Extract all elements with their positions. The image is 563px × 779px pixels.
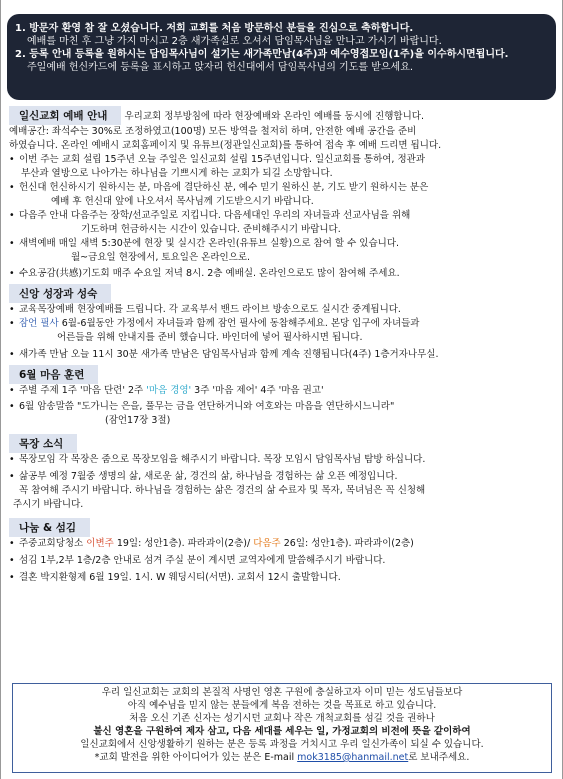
list-item: • 새벽예배 매일 새벽 5:30분에 현장 및 실시간 온라인(유튜브 실황)으로 참여 할 수 있습니다. — [9, 238, 400, 249]
worship-intro: 우리교회 정부방침에 따라 현장예배와 온라인 예배를 동시에 진행합니다. — [121, 111, 424, 122]
bullet-icon: • — [9, 471, 15, 482]
list-item: • 6월 암송말씀 "도가니는 은을, 풀무는 금을 연단하거니와 여호와는 마음을 연단하시느니라" — [9, 401, 395, 412]
list-item-cont: 예배 후 헌신대 앞에 나오셔서 목사님께 기도받으시기 바랍니다. — [51, 196, 314, 207]
cleaning-name-this-week: 이변주 — [86, 538, 114, 549]
list-item: • 주중교회당청소 이변주 19일: 성안1층). 파라과이(2층)/ 다음주 26일: 성안1층). 파라과이(2층) — [9, 538, 414, 549]
mission-line: 처음 오신 기존 신자는 성기시던 교회나 작은 개척교회를 섬길 것을 권하나 — [129, 713, 435, 724]
list-item-cont: 꼭 참여해 주시기 바랍니다. 하나님을 경험하는 삶은 경건의 삶 수료자 및 목자, 목녀님은 꼭 신청해 — [19, 485, 426, 496]
banner-line-welcome-detail: 예배를 마친 후 그냥 가지 마시고 2층 새가족실로 오셔서 담임목사님을 만나고 가시기 바랍니다. — [27, 36, 442, 47]
bullet-icon: • — [9, 238, 15, 249]
bullet-icon: • — [9, 318, 15, 329]
section-heading-share: 나눔 & 섬김 — [9, 518, 90, 537]
church-mission-box — [12, 683, 552, 773]
list-item: • 교육목장예배 현장예배를 드립니다. 각 교육부서 밴드 라이브 방송으로도 실시간 중계됩니다. — [9, 304, 401, 315]
section-heading-worship — [9, 106, 121, 125]
list-item-cont: 기도하며 헌금하시는 시간이 있습니다. 준비해주시기 바랍니다. — [81, 224, 341, 235]
bullet-icon: • — [9, 182, 15, 193]
worship-heading: 일신교회 예배 안내 — [19, 110, 108, 122]
mission-line: 일신교회에서 신앙생활하기 원하는 분은 등록 과정을 거치시고 우리 일신가족이 되실 수 있습니다. — [80, 739, 484, 750]
list-item: • 헌신대 헌신하시기 원하시는 분, 마음에 결단하신 분, 예수 믿기 원하신 분, 기도 받기 원하시는 분은 — [9, 182, 429, 193]
list-item: • 잠언 필사 6월-6월동안 가정에서 자녀들과 함께 잠언 필사에 동참해주세요. 본당 입구에 자녀들과 — [9, 318, 420, 329]
banner-line-welcome: 1. 방문자 환영 참 잘 오셨습니다. 저희 교회를 처음 방문하신 분들을 진심으로 축하합니다. — [15, 23, 414, 34]
list-item-cont: 어른들을 위해 안내지를 준비 했습니다. 바인더에 넣어 필사하시면 됩니다. — [57, 332, 363, 343]
contact-line: *교회 발전을 위한 아이디어가 있는 분은 E-mail mok3185@hanmail.net로 보내주세요. — [94, 752, 470, 763]
bullet-icon: • — [9, 385, 15, 396]
bullet-icon: • — [9, 304, 15, 315]
worship-space-line: 예배공간: 좌석수는 30%로 조정하였고(100명) 모든 방역을 철저히 하며, 안전한 예배 공간을 준비 — [9, 126, 417, 137]
list-item: • 섬김 1부,2부 1층/2층 안내로 섬겨 주실 분이 계시면 교역자에게 말씀해주시기 바랍니다. — [9, 555, 386, 566]
list-item: • 결혼 박지환형제 6월 19일. 1시. W 웨딩시티(서면). 교회서 12시 출발합니다. — [9, 572, 341, 583]
mission-line: 아직 예수님을 믿지 않는 분들에게 복음 전하는 것을 목표로 하고 있습니다. — [127, 700, 437, 711]
mission-line: 불신 영혼을 구원하여 제자 삼고, 다음 세대를 세우는 일, 가정교회의 비전에 뜻을 같이하여 — [93, 726, 471, 737]
proverbs-label: 잠언 필사 — [19, 318, 59, 329]
verse-reference: (잠언17장 3절) — [105, 415, 171, 426]
bullet-icon: • — [9, 210, 15, 221]
bullet-icon: • — [9, 401, 15, 412]
section-heading-june: 6월 마음 훈련 — [9, 365, 98, 384]
section-heading-pastoral: 목장 소식 — [9, 434, 77, 453]
welcome-banner — [7, 14, 556, 100]
list-item: • 삶공부 예정 7월중 생명의 삶, 새로운 삶, 경건의 삶, 하나님을 경험하는 삶 오픈 예정입니다. — [9, 471, 398, 482]
list-item: • 다음주 안내 다음주는 장학/선교주일로 지킵니다. 다음세대인 우리의 자녀들과 선교사님을 위해 — [9, 210, 411, 221]
bullet-icon: • — [9, 572, 15, 583]
bullet-icon: • — [9, 154, 15, 165]
email-link[interactable]: mok3185@hanmail.net — [297, 752, 409, 763]
section-heading-faith: 신앙 성장과 성숙 — [9, 284, 111, 303]
bullet-icon: • — [9, 454, 15, 465]
bullet-icon: • — [9, 268, 15, 279]
cleaning-name-next-week: 다음주 — [253, 538, 281, 549]
list-item: • 새가족 만남 오늘 11시 30분 새가족 만남은 담임목사님과 함께 계속 진행됩니다(4주) 1층거자나무실. — [9, 349, 439, 360]
bullet-icon: • — [9, 538, 15, 549]
list-item: • 목장모임 각 목장은 줌으로 목장모임을 해주시기 바랍니다. 목장 모임시 담임목사님 탐방 하십니다. — [9, 454, 426, 465]
banner-line-registration: 2. 등록 안내 등록을 원하시는 담임목사님이 설기는 새가족만남(4주)과 예수영접모임(1주)을 이수하시면됩니다. — [15, 49, 509, 60]
list-item: • 주별 주제 1주 '마음 단련' 2주 '마음 경영' 3주 '마음 제어' 4주 '마음 권고' — [9, 385, 324, 396]
list-item-cont: 부산과 열방으로 나아가는 하나님을 기쁘시게 하는 교회가 되길 소망합니다. — [21, 168, 333, 179]
banner-line-registration-detail: 주일예배 헌신카드에 등록을 표시하고 앉자리 헌신대에서 담임목사님의 기도를 받으세요. — [27, 62, 414, 73]
list-item: • 이번 주는 교회 설립 15주년 오늘 주일은 일신교회 설립 15주년입니다. 일신교회를 통하여, 정관과 — [9, 154, 426, 165]
list-item-cont: 주시기 바랍니다. — [13, 499, 84, 510]
mission-line: 우리 일신교회는 교회의 본질적 사명인 영혼 구원에 충실하고자 이미 믿는 성도님들보다 — [101, 687, 463, 698]
worship-online-line: 하였습니다. 온라인 예배시 교회홈페이지 및 유튜브(정관일신교회)를 통하여 접속 후 예배 드리면 됩니다. — [9, 140, 442, 151]
list-item: • 수요공감(共感)기도회 매주 수요일 저녁 8시. 2층 예배실. 온라인으로도 많이 참여해 주세요. — [9, 268, 400, 279]
bulletin-content — [9, 104, 556, 585]
highlight-theme: '마음 경영' — [146, 385, 192, 396]
list-item-cont: 월~금요일 현장에서, 토요일은 온라인으로. — [71, 252, 251, 263]
bullet-icon: • — [9, 349, 15, 360]
bullet-icon: • — [9, 555, 15, 566]
